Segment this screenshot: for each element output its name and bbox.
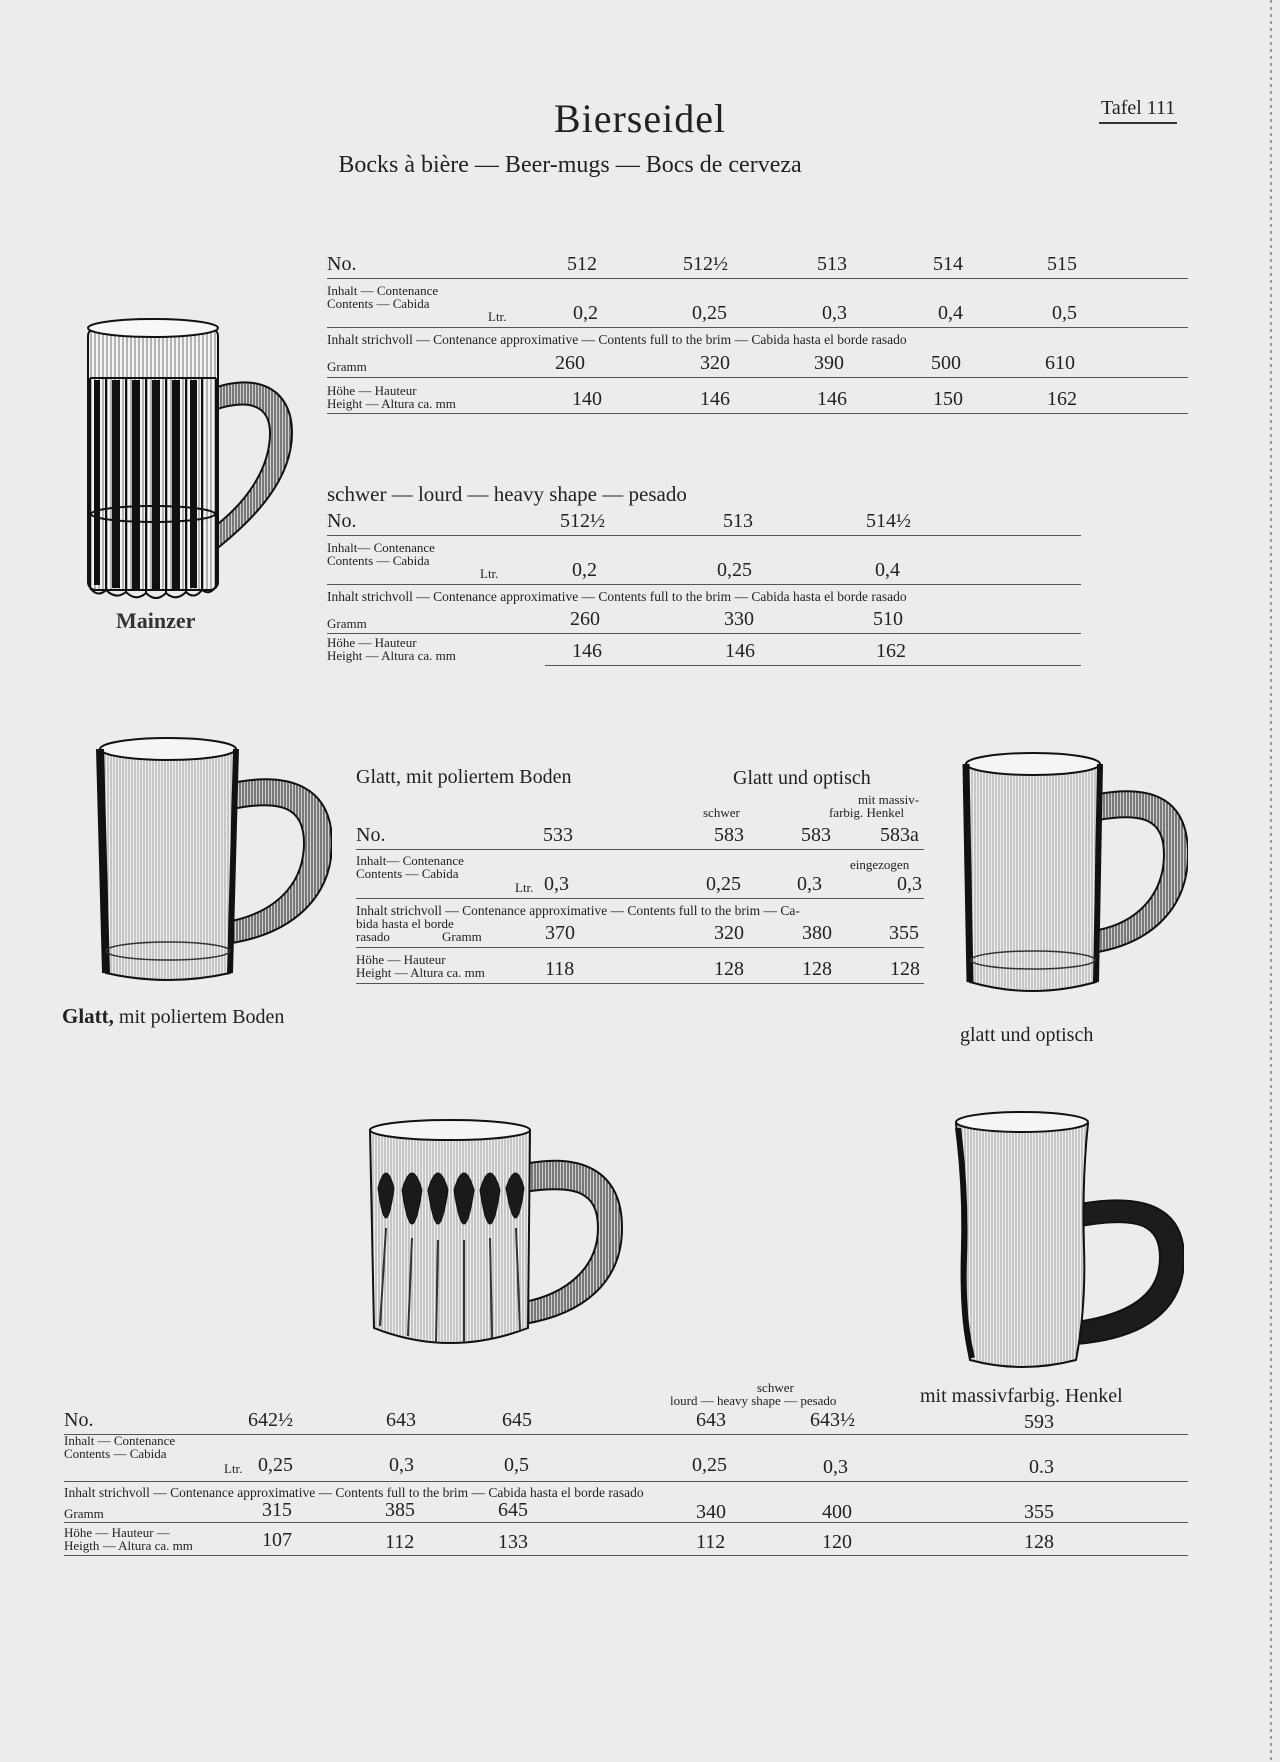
s1-gramm-label: Gramm (327, 359, 367, 374)
s3-height-label: Height — Altura ca. mm (356, 965, 485, 980)
s4-ltr-642-half: 0,25 (258, 1454, 293, 1476)
s1-no-label: No. (327, 253, 357, 275)
s4-lourd-heading: lourd — heavy shape — pesado (670, 1393, 837, 1408)
s3-strichvoll-line2: bida hasta el borde (356, 916, 454, 931)
s1-ltr-label: Ltr. (488, 309, 507, 324)
s2-gramm-512-half: 260 (570, 608, 600, 630)
s1-rule (327, 278, 1188, 279)
s2-rule (327, 535, 1081, 536)
s1-ltr-512: 0,2 (573, 302, 598, 324)
s4-height-642-half: 107 (262, 1529, 292, 1551)
s1-hoehe-label: Höhe — Hauteur (327, 383, 417, 398)
s2-rule (327, 584, 1081, 585)
s1-height-513: 146 (817, 388, 847, 410)
s3-no-583a: 583a (880, 824, 919, 846)
s4-height-593: 128 (1024, 1531, 1054, 1553)
s4-height-643-half: 120 (822, 1531, 852, 1553)
s4-no-642-half: 642½ (248, 1409, 293, 1431)
s4-height-645: 133 (498, 1531, 528, 1553)
s4-rule (64, 1522, 1188, 1523)
s3-heading-left: Glatt, mit poliertem Boden (356, 766, 572, 788)
s1-gramm-512-half: 320 (700, 352, 730, 374)
s3-schwer: schwer (703, 805, 740, 820)
s2-no-label: No. (327, 510, 357, 532)
s3-inhalt-label: Inhalt— Contenance (356, 853, 464, 868)
s3-rule (356, 983, 924, 984)
s4-no-645: 645 (502, 1409, 532, 1431)
s4-heigth-label: Heigth — Altura ca. mm (64, 1538, 193, 1553)
glatt-caption-bold: Glatt, (62, 1004, 114, 1028)
page-edge (1270, 0, 1272, 1762)
mainzer-caption: Mainzer (116, 608, 196, 633)
s4-height-643-schwer: 112 (696, 1531, 726, 1553)
s3-ltr-label: Ltr. (515, 880, 534, 895)
s4-contents-label: Contents — Cabida (64, 1446, 167, 1461)
s3-height-583a: 128 (890, 958, 920, 980)
s1-height-label: Height — Altura ca. mm (327, 396, 456, 411)
s3-no-label: No. (356, 824, 386, 846)
s4-gramm-643: 385 (385, 1499, 415, 1521)
s4-rule (64, 1481, 1188, 1482)
s1-gramm-512: 260 (555, 352, 585, 374)
s3-gramm-533: 370 (545, 922, 575, 944)
s4-gramm-label: Gramm (64, 1506, 104, 1521)
s4-ltr-645: 0,5 (504, 1454, 529, 1476)
s2-height-513: 146 (725, 640, 755, 662)
s2-height-514-half: 162 (876, 640, 906, 662)
s2-ltr-label: Ltr. (480, 566, 499, 581)
s4-gramm-642-half: 315 (262, 1499, 292, 1521)
s1-strichvoll: Inhalt strichvoll — Contenance approximative — Contents full to the brim — Cabida hasta el borde rasado (327, 332, 907, 347)
s3-no-583: 583 (801, 824, 831, 846)
s2-ltr-514-half: 0,4 (875, 559, 900, 581)
s2-hoehe-label: Höhe — Hauteur (327, 635, 417, 650)
s1-gramm-513: 390 (814, 352, 844, 374)
glatt-caption-rest: mit poliertem Boden (118, 1006, 285, 1028)
s1-no-515: 515 (1047, 253, 1077, 275)
s1-contents-label: Contents — Cabida (327, 296, 430, 311)
s3-eingezogen: eingezogen (850, 857, 910, 872)
s2-contents-label: Contents — Cabida (327, 553, 430, 568)
massivfarbig-mug-illustration (952, 1108, 1184, 1376)
s3-gramm-583: 380 (802, 922, 832, 944)
s1-no-514: 514 (933, 253, 963, 275)
s3-contents-label: Contents — Cabida (356, 866, 459, 881)
s2-rule (327, 633, 1081, 634)
s1-no-512: 512 (567, 253, 597, 275)
s3-mit-massiv: mit massiv- (858, 792, 920, 807)
s1-no-513: 513 (817, 253, 847, 275)
s3-height-533: 118 (545, 958, 575, 980)
s2-height-512-half: 146 (572, 640, 602, 662)
s1-inhalt-label: Inhalt — Contenance (327, 283, 439, 298)
s2-gramm-label: Gramm (327, 616, 367, 631)
s2-height-label: Height — Altura ca. mm (327, 648, 456, 663)
s3-hoehe-label: Höhe — Hauteur (356, 952, 446, 967)
s1-rule (327, 327, 1188, 328)
s4-ltr-643: 0,3 (389, 1454, 414, 1476)
s1-ltr-514: 0,4 (938, 302, 963, 324)
s3-ltr-583a: 0,3 (897, 873, 922, 895)
page-title: Bierseidel (553, 96, 727, 141)
s2-inhalt-label: Inhalt— Contenance (327, 540, 435, 555)
s4-inhalt-label: Inhalt — Contenance (64, 1433, 176, 1448)
s4-gramm-643-schwer: 340 (696, 1501, 726, 1523)
s4-gramm-593: 355 (1024, 1501, 1054, 1523)
plate-number: Tafel 111 (1099, 97, 1177, 124)
s4-no-label: No. (64, 1409, 94, 1431)
s1-height-514: 150 (933, 388, 963, 410)
s1-height-512-half: 146 (700, 388, 730, 410)
s4-rule (64, 1434, 1188, 1435)
glatt-caption (62, 1004, 284, 1029)
s2-gramm-514-half: 510 (873, 608, 903, 630)
s1-no-512-half: 512½ (683, 253, 728, 275)
s3-rule (356, 947, 924, 948)
s3-strichvoll-line3: rasado (356, 929, 390, 944)
s3-rule (356, 898, 924, 899)
s4-ltr-643-half: 0,3 (823, 1456, 848, 1478)
s4-ltr-593: 0.3 (1029, 1456, 1054, 1478)
s2-no-512-half: 512½ (560, 510, 605, 532)
glatt-optisch-mug-illustration (962, 748, 1188, 1008)
s3-farbig-henkel: farbig. Henkel (829, 805, 905, 820)
cut-glass-mug-illustration (366, 1118, 624, 1358)
glatt-mug-illustration (92, 733, 332, 993)
s1-rule (327, 413, 1188, 414)
s1-ltr-512-half: 0,25 (692, 302, 727, 324)
s3-gramm-label: Gramm (442, 929, 482, 944)
s3-strichvoll-line1: Inhalt strichvoll — Contenance approximative — Contents full to the brim — Ca- (356, 903, 800, 918)
s1-ltr-515: 0,5 (1052, 302, 1077, 324)
s2-ltr-512-half: 0,2 (572, 559, 597, 581)
s2-ltr-513: 0,25 (717, 559, 752, 581)
s3-gramm-583a: 355 (889, 922, 919, 944)
s4-ltr-643-schwer: 0,25 (692, 1454, 727, 1476)
s4-gramm-645: 645 (498, 1499, 528, 1521)
s2-strichvoll: Inhalt strichvoll — Contenance approximative — Contents full to the brim — Cabida hasta el borde rasado (327, 589, 907, 604)
s1-gramm-514: 500 (931, 352, 961, 374)
s2-heading: schwer — lourd — heavy shape — pesado (327, 482, 687, 506)
s4-ltr-label: Ltr. (224, 1461, 243, 1476)
s3-ltr-583-schwer: 0,25 (706, 873, 741, 895)
s1-height-515: 162 (1047, 388, 1077, 410)
s4-no-643-half: 643½ (810, 1409, 855, 1431)
s4-no-643-schwer: 643 (696, 1409, 726, 1431)
s4-rule (64, 1555, 1188, 1556)
glatt-optisch-caption: glatt und optisch (960, 1024, 1094, 1046)
s3-height-583-schwer: 128 (714, 958, 744, 980)
s2-gramm-513: 330 (724, 608, 754, 630)
s1-gramm-515: 610 (1045, 352, 1075, 374)
s4-hoehe-label: Höhe — Hauteur — (64, 1525, 170, 1540)
s1-ltr-513: 0,3 (822, 302, 847, 324)
s4-strichvoll: Inhalt strichvoll — Contenance approximative — Contents full to the brim — Cabida hasta el borde rasado (64, 1485, 644, 1500)
mainzer-mug-illustration (82, 318, 304, 603)
s3-rule (356, 849, 924, 850)
s4-no-643: 643 (386, 1409, 416, 1431)
s3-height-583: 128 (802, 958, 832, 980)
s3-no-583-schwer: 583 (714, 824, 744, 846)
s3-heading-right: Glatt und optisch (733, 767, 871, 789)
s3-no-533: 533 (543, 824, 573, 846)
s2-rule (545, 665, 1081, 666)
s3-ltr-533: 0,3 (544, 873, 569, 895)
s4-no-593: 593 (1024, 1411, 1054, 1433)
s1-height-512: 140 (572, 388, 602, 410)
s1-rule (327, 377, 1188, 378)
s4-gramm-643-half: 400 (822, 1501, 852, 1523)
s3-ltr-583: 0,3 (797, 873, 822, 895)
s2-no-513: 513 (723, 510, 753, 532)
page-subtitle: Bocks à bière — Beer-mugs — Bocs de cerveza (338, 152, 802, 178)
s3-gramm-583-schwer: 320 (714, 922, 744, 944)
s4-height-643: 112 (385, 1531, 415, 1553)
s4-massiv-heading: mit massivfarbig. Henkel (920, 1385, 1123, 1407)
s2-no-514-half: 514½ (866, 510, 911, 532)
s4-schwer: schwer (757, 1380, 794, 1395)
